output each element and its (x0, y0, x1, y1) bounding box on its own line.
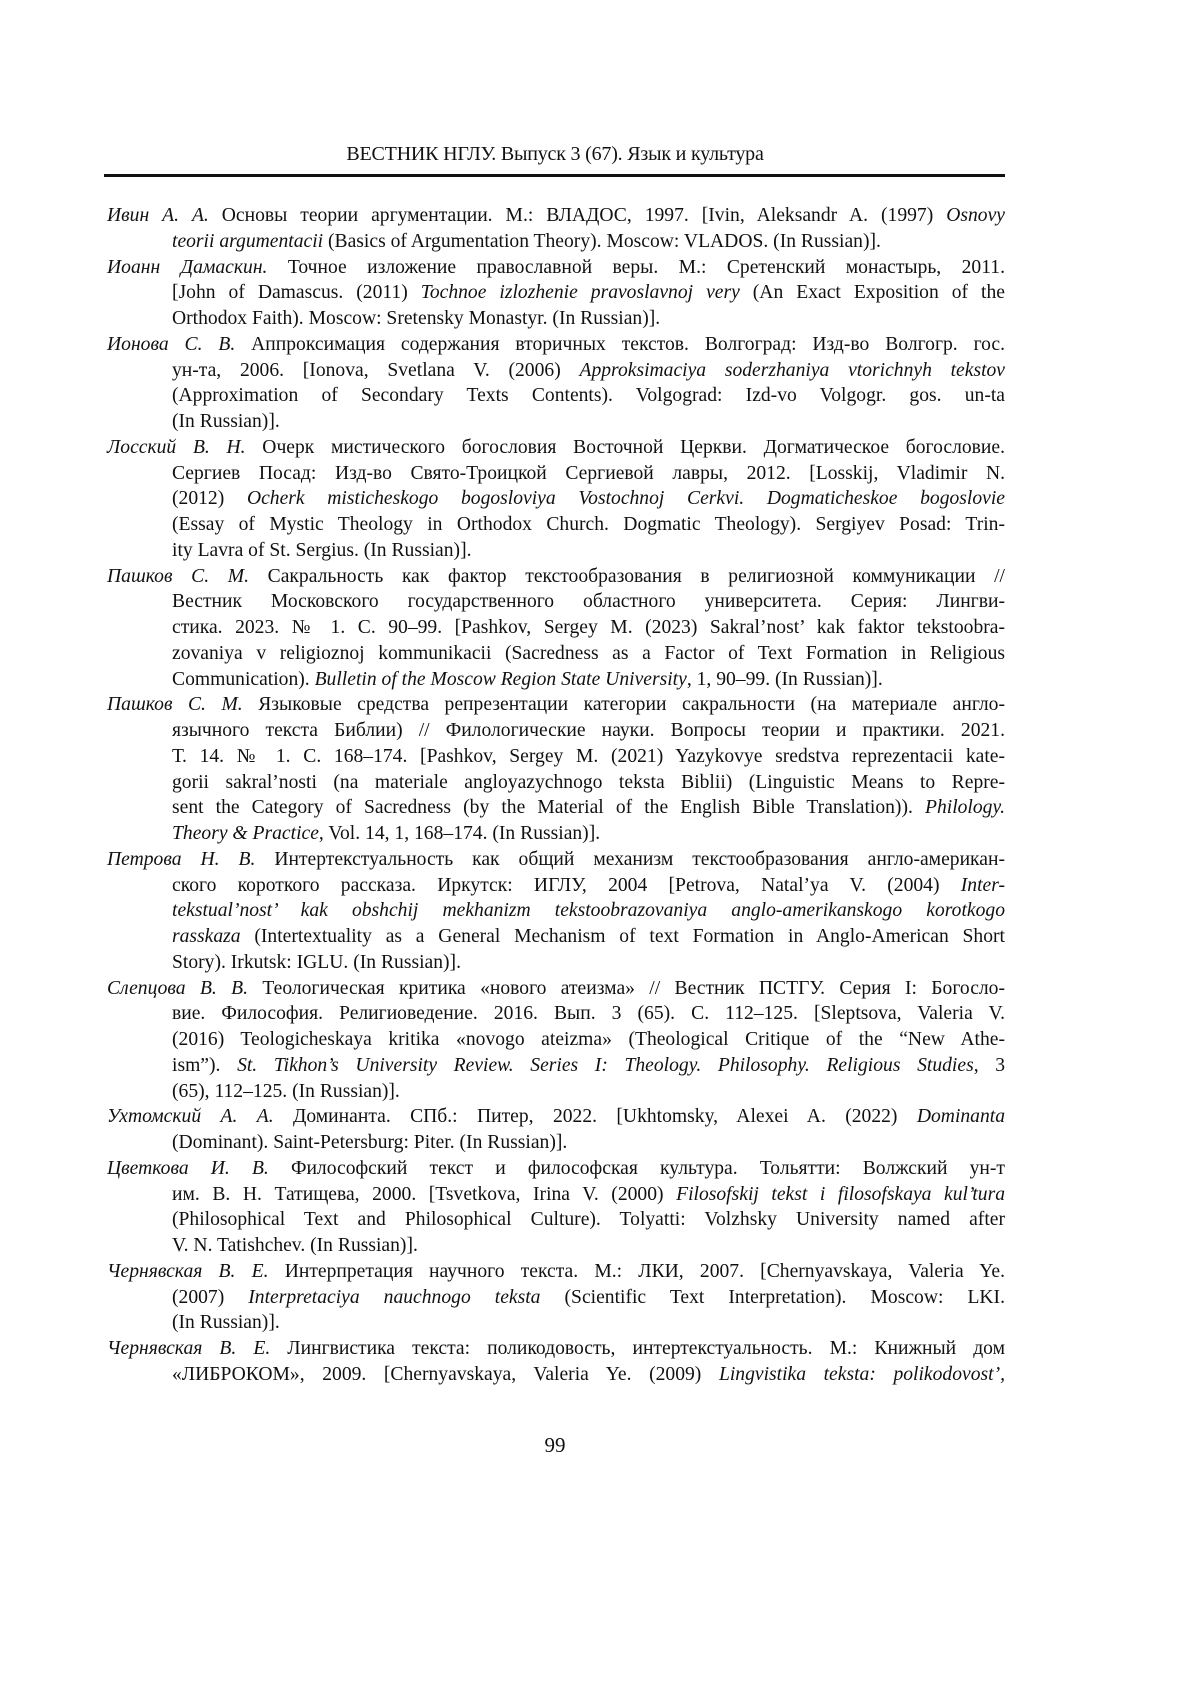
reference-line (107, 435, 1005, 461)
reference-line (107, 1130, 1005, 1156)
reference-line (107, 229, 1005, 255)
reference-author: Ивин А. А. (107, 205, 209, 226)
reference-text: (2007) (172, 1287, 248, 1308)
reference-text: ism”). (172, 1055, 237, 1076)
reference-author: Чернявская В. Е. (107, 1261, 269, 1282)
reference-text: Основы теории аргументации. М.: ВЛАДОС, 1997. [Ivin, Aleksandr A. (1997) (209, 205, 946, 226)
reference-text: (65), 112–125. (In Russian)]. (172, 1081, 400, 1102)
reference-line (107, 564, 1005, 590)
reference-line (107, 1079, 1005, 1105)
reference-title-italic: Philology. (925, 797, 1005, 818)
reference-author: Цветкова И. В. (107, 1158, 269, 1179)
reference-text: gorii sakral’nosti (na materiale angloyazychnogo teksta Biblii) (Linguistic Means to Repre- (172, 772, 1005, 793)
reference-text: Интертекстуальность как общий механизм текстообразования англо-американ- (255, 849, 1005, 870)
reference-entry (107, 332, 1005, 435)
reference-text: sent the Category of Sacredness (by the Material of the English Bible Translation)). (172, 797, 925, 818)
reference-text: (In Russian)]. (172, 1312, 280, 1333)
reference-text: вие. Философия. Религиоведение. 2016. Вып. 3 (65). С. 112–125. [Sleptsova, Valeria V. (172, 1003, 1005, 1024)
reference-text: Аппроксимация содержания вторичных текстов. Волгоград: Изд-во Волгогр. гос. (235, 334, 1005, 355)
reference-text: ity Lavra of St. Sergius. (In Russian)]. (172, 540, 472, 561)
reference-text: Лингвистика текста: поликодовость, интертекстуальность. М.: Книжный дом (270, 1338, 1005, 1359)
reference-title-italic: Ocherk misticheskogo bogosloviya Vostochnoj Cerkvi. Dogmaticheskoe bogoslovie (247, 488, 1005, 509)
reference-title-italic: Osnovy (946, 205, 1005, 226)
reference-entry (107, 976, 1005, 1105)
reference-line (107, 538, 1005, 564)
reference-author: Лосский В. Н. (107, 437, 246, 458)
reference-line (107, 358, 1005, 384)
reference-list (107, 203, 1005, 1388)
reference-line (107, 641, 1005, 667)
reference-entry (107, 255, 1005, 332)
reference-text: Философский текст и философская культура. Тольятти: Волжский ун-т (269, 1158, 1005, 1179)
reference-text: Точное изложение православной веры. М.: Сретенский монастырь, 2011. (267, 257, 1005, 278)
reference-line (107, 1001, 1005, 1027)
reference-line (107, 306, 1005, 332)
reference-line (107, 383, 1005, 409)
reference-author: Слепцова В. В. (107, 978, 248, 999)
reference-entry (107, 1336, 1005, 1388)
reference-line (107, 770, 1005, 796)
reference-text: (An Exact Exposition of the (740, 282, 1005, 303)
page-number: 99 (0, 1433, 1110, 1458)
reference-text: (Essay of Mystic Theology in Orthodox Church. Dogmatic Theology). Sergiyev Posad: Trin- (172, 514, 1005, 535)
reference-line (107, 898, 1005, 924)
reference-title-italic: St. Tikhon’s University Review. Series I: Theology. Philosophy. Religious Studies (237, 1055, 974, 1076)
reference-line (107, 615, 1005, 641)
reference-text: Очерк мистического богословия Восточной Церкви. Догматическое богословие. (246, 437, 1005, 458)
reference-text: zovaniya v religioznoj kommunikacii (Sacredness as a Factor of Text Formation in Religious (172, 643, 1005, 664)
reference-text: (Approximation of Secondary Texts Contents). Volgograd: Izd-vo Volgogr. gos. un-ta (172, 385, 1005, 406)
reference-line (107, 976, 1005, 1002)
reference-author: Петрова Н. В. (107, 849, 255, 870)
reference-title-italic: Lingvistika teksta: polikodovost’, (719, 1364, 1005, 1385)
reference-title-italic: teorii argumentacii (172, 231, 323, 252)
reference-entry (107, 1104, 1005, 1156)
reference-text: (Philosophical Text and Philosophical Culture). Tolyatti: Volzhsky University named after (172, 1209, 1005, 1230)
reference-line (107, 1362, 1005, 1388)
reference-text: (2012) (172, 488, 247, 509)
reference-text: ун-та, 2006. [Ionova, Svetlana V. (2006) (172, 360, 579, 381)
reference-line (107, 1104, 1005, 1130)
reference-line (107, 1285, 1005, 1311)
reference-text: «ЛИБРОКОМ», 2009. [Chernyavskaya, Valeria Ye. (2009) (172, 1364, 719, 1385)
running-header: ВЕСТНИК НГЛУ. Выпуск 3 (67). Язык и культура (0, 143, 1110, 166)
reference-line (107, 332, 1005, 358)
reference-entry (107, 435, 1005, 564)
reference-text: (Dominant). Saint-Petersburg: Piter. (In Russian)]. (172, 1132, 567, 1153)
reference-line (107, 1053, 1005, 1079)
reference-line (107, 203, 1005, 229)
reference-title-italic: Inter- (961, 875, 1005, 896)
reference-text: (Basics of Argumentation Theory). Moscow: VLADOS. (In Russian)]. (323, 231, 881, 252)
reference-author: Чернявская В. Е. (107, 1338, 270, 1359)
reference-text: Сакральность как фактор текстообразования в религиозной коммуникации // (249, 566, 1005, 587)
reference-title-italic: Tochnoe izlozhenie pravoslavnoj very (421, 282, 740, 303)
reference-title-italic: Approksimaciya soderzhaniya vtorichnyh tekstov (579, 360, 1005, 381)
reference-line (107, 255, 1005, 281)
reference-text: Story). Irkutsk: IGLU. (In Russian)]. (172, 952, 461, 973)
reference-text: Orthodox Faith). Moscow: Sretensky Monastyr. (In Russian)]. (172, 308, 660, 329)
reference-text: Доминанта. СПб.: Питер, 2022. [Ukhtomsky, Alexei A. (2022) (274, 1106, 917, 1127)
reference-entry (107, 1259, 1005, 1336)
reference-text: Вестник Московского государственного областного университета. Серия: Лингви- (172, 591, 1005, 612)
reference-line (107, 589, 1005, 615)
reference-text: Языковые средства репрезентации категории сакральности (на материале англо- (243, 694, 1005, 715)
reference-title-italic: Interpretaciya nauchnogo teksta (248, 1287, 540, 1308)
reference-entry (107, 692, 1005, 847)
reference-text: стика. 2023. № 1. С. 90–99. [Pashkov, Sergey M. (2023) Sakral’nost’ kak faktor tekstoobra- (172, 617, 1005, 638)
reference-line (107, 1233, 1005, 1259)
reference-line (107, 1182, 1005, 1208)
reference-text: [John of Damascus. (2011) (172, 282, 421, 303)
reference-text: (In Russian)]. (172, 411, 280, 432)
reference-line (107, 950, 1005, 976)
reference-author: Ионова С. В. (107, 334, 235, 355)
reference-entry (107, 564, 1005, 693)
reference-line (107, 847, 1005, 873)
reference-title-italic: Theory & Practice (172, 823, 319, 844)
reference-line (107, 1207, 1005, 1233)
reference-line (107, 1156, 1005, 1182)
reference-entry (107, 1156, 1005, 1259)
reference-entry (107, 847, 1005, 976)
reference-line (107, 280, 1005, 306)
reference-line (107, 873, 1005, 899)
reference-line (107, 1336, 1005, 1362)
reference-line (107, 744, 1005, 770)
reference-line (107, 1310, 1005, 1336)
reference-text: V. N. Tatishchev. (In Russian)]. (172, 1235, 418, 1256)
reference-line (107, 461, 1005, 487)
header-rule (104, 174, 1005, 177)
reference-line (107, 924, 1005, 950)
reference-text: (Scientific Text Interpretation). Moscow: LKI. (540, 1287, 1005, 1308)
reference-line (107, 409, 1005, 435)
reference-text: им. В. Н. Татищева, 2000. [Tsvetkova, Irina V. (2000) (172, 1184, 676, 1205)
reference-text: Теологическая критика «нового атеизма» // Вестник ПСТГУ. Серия I: Богосло- (248, 978, 1005, 999)
reference-title-italic: rasskaza (172, 926, 241, 947)
reference-title-italic: Dominanta (917, 1106, 1005, 1127)
reference-title-italic: Filosofskij tekst i filosofskaya kul’tura (676, 1184, 1005, 1205)
reference-text: Сергиев Посад: Изд-во Свято-Троицкой Сергиевой лавры, 2012. [Losskij, Vladimir N. (172, 463, 1005, 484)
reference-line (107, 512, 1005, 538)
reference-line (107, 692, 1005, 718)
reference-text: Интерпретация научного текста. М.: ЛКИ, 2007. [Chernyavskaya, Valeria Ye. (269, 1261, 1006, 1282)
reference-text: (Intertextuality as a General Mechanism of text Formation in Anglo-American Short (241, 926, 1005, 947)
reference-author: Пашков С. М. (107, 566, 249, 587)
reference-text: , 3 (974, 1055, 1005, 1076)
reference-title-italic: tekstual’nost’ kak obshchij mekhanizm tekstoobrazovaniya anglo-amerikanskogo korotkogo (172, 900, 1005, 921)
reference-line (107, 795, 1005, 821)
reference-line (107, 667, 1005, 693)
reference-title-italic: Bulletin of the Moscow Region State University (315, 669, 687, 690)
reference-author: Ухтомский А. А. (107, 1106, 274, 1127)
reference-entry (107, 203, 1005, 255)
reference-text: ского короткого рассказа. Иркутск: ИГЛУ, 2004 [Petrova, Natal’ya V. (2004) (172, 875, 961, 896)
reference-line (107, 1027, 1005, 1053)
reference-text: язычного текста Библии) // Филологические науки. Вопросы теории и практики. 2021. (172, 720, 1005, 741)
reference-author: Иоанн Дамаскин. (107, 257, 267, 278)
reference-line (107, 821, 1005, 847)
reference-text: (2016) Teologicheskaya kritika «novogo ateizma» (Theological Critique of the “New Athe- (172, 1029, 1005, 1050)
reference-line (107, 718, 1005, 744)
reference-author: Пашков С. М. (107, 694, 243, 715)
reference-text: , Vol. 14, 1, 168–174. (In Russian)]. (319, 823, 600, 844)
reference-text: Communication). (172, 669, 315, 690)
reference-text: Т. 14. № 1. С. 168–174. [Pashkov, Sergey M. (2021) Yazykovye sredstva reprezentacii kate- (172, 746, 1005, 767)
reference-line (107, 1259, 1005, 1285)
reference-text: , 1, 90–99. (In Russian)]. (687, 669, 883, 690)
reference-line (107, 486, 1005, 512)
